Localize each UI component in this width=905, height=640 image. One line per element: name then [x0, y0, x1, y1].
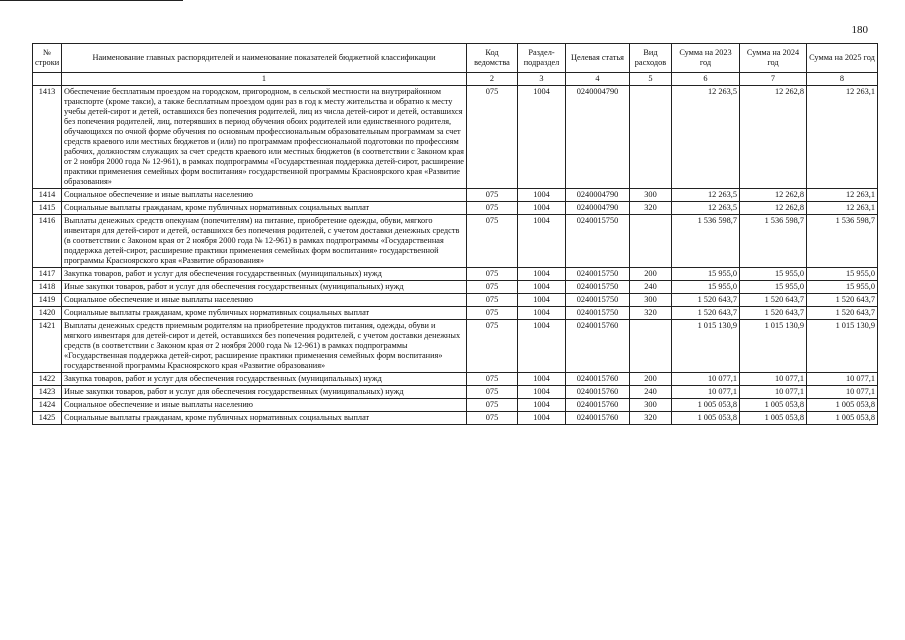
row-name: Иные закупки товаров, работ и услуг для обеспечения государственных (муниципальных) нужд — [62, 386, 467, 399]
table-row — [33, 281, 878, 294]
header-name: Наименование главных распорядителей и наименование показателей бюджетной классификации — [62, 44, 467, 73]
row-number: 1425 — [33, 412, 62, 425]
row-target-article: 0240015750 — [566, 268, 630, 281]
row-dept-code: 075 — [467, 215, 518, 268]
row-sum-2023: 12 263,5 — [672, 86, 740, 189]
row-target-article: 0240015760 — [566, 320, 630, 373]
row-number: 1415 — [33, 202, 62, 215]
table-row — [33, 399, 878, 412]
row-section: 1004 — [518, 307, 566, 320]
row-name: Социальное обеспечение и иные выплаты населению — [62, 399, 467, 412]
row-dept-code: 075 — [467, 281, 518, 294]
row-number: 1423 — [33, 386, 62, 399]
row-number: 1413 — [33, 86, 62, 189]
row-target-article: 0240004790 — [566, 202, 630, 215]
row-sum-2024: 12 262,8 — [740, 189, 807, 202]
row-dept-code: 075 — [467, 307, 518, 320]
row-expense-type: 200 — [630, 373, 672, 386]
row-name: Выплаты денежных средств опекунам (попечителям) на питание, приобретение одежды, обуви, мягкого инвентаря для детей-сирот и детей, оставшихся без попечения родителей, с учетом доставки денежных средств (в соответствии с Законом края от 2 ноября 2000 года № 12-961) в рамках подпрограммы «Государственная поддержка детей-сирот, расширение практики применения семейных форм воспитания» государственной программы Красноярского края «Развитие образования» — [62, 215, 467, 268]
table-row — [33, 189, 878, 202]
row-section: 1004 — [518, 281, 566, 294]
row-section: 1004 — [518, 86, 566, 189]
row-name: Социальное обеспечение и иные выплаты населению — [62, 294, 467, 307]
column-number: 7 — [740, 73, 807, 86]
budget-table — [32, 43, 878, 425]
row-section: 1004 — [518, 386, 566, 399]
row-dept-code: 075 — [467, 294, 518, 307]
header-dept-code: Код ведомства — [467, 44, 518, 73]
row-sum-2025: 10 077,1 — [807, 373, 878, 386]
row-expense-type: 240 — [630, 386, 672, 399]
row-dept-code: 075 — [467, 268, 518, 281]
row-expense-type: 300 — [630, 399, 672, 412]
row-section: 1004 — [518, 320, 566, 373]
row-sum-2025: 12 263,1 — [807, 86, 878, 189]
row-sum-2024: 1 005 053,8 — [740, 412, 807, 425]
row-sum-2023: 15 955,0 — [672, 281, 740, 294]
header-sum-2024: Сумма на 2024 год — [740, 44, 807, 73]
row-sum-2024: 1 520 643,7 — [740, 294, 807, 307]
row-expense-type: 300 — [630, 294, 672, 307]
column-number — [33, 73, 62, 86]
row-sum-2023: 1 536 598,7 — [672, 215, 740, 268]
row-expense-type: 200 — [630, 268, 672, 281]
row-expense-type: 320 — [630, 307, 672, 320]
row-sum-2023: 12 263,5 — [672, 189, 740, 202]
column-number: 3 — [518, 73, 566, 86]
row-dept-code: 075 — [467, 86, 518, 189]
row-sum-2024: 10 077,1 — [740, 373, 807, 386]
row-sum-2023: 1 520 643,7 — [672, 307, 740, 320]
row-name: Социальное обеспечение и иные выплаты населению — [62, 189, 467, 202]
row-number: 1420 — [33, 307, 62, 320]
row-name: Выплаты денежных средств приемным родителям на приобретение продуктов питания, одежды, обуви и мягкого инвентаря для детей-сирот и детей, оставшихся без попечения родителей, с учетом доставки денежных средств (в соответствии с Законом края от 2 ноября 2000 года № 12-961) в рамках подпрограммы «Государственная поддержка детей-сирот, расширение практики применения семейных форм воспитания» государственной программы Красноярского края «Развитие образования» — [62, 320, 467, 373]
header-target-article: Целевая статья — [566, 44, 630, 73]
row-name: Социальные выплаты гражданам, кроме публичных нормативных социальных выплат — [62, 307, 467, 320]
row-number: 1424 — [33, 399, 62, 412]
row-dept-code: 075 — [467, 399, 518, 412]
row-target-article: 0240004790 — [566, 86, 630, 189]
row-section: 1004 — [518, 202, 566, 215]
row-number: 1421 — [33, 320, 62, 373]
column-number: 2 — [467, 73, 518, 86]
table-row — [33, 202, 878, 215]
row-sum-2025: 12 263,1 — [807, 189, 878, 202]
table-row — [33, 215, 878, 268]
header-expense-type: Вид расходов — [630, 44, 672, 73]
row-number: 1417 — [33, 268, 62, 281]
row-sum-2024: 12 262,8 — [740, 86, 807, 189]
row-sum-2023: 1 005 053,8 — [672, 399, 740, 412]
row-sum-2025: 1 015 130,9 — [807, 320, 878, 373]
row-dept-code: 075 — [467, 320, 518, 373]
row-expense-type — [630, 86, 672, 189]
row-name: Социальные выплаты гражданам, кроме публичных нормативных социальных выплат — [62, 202, 467, 215]
row-sum-2024: 10 077,1 — [740, 386, 807, 399]
header-sum-2025: Сумма на 2025 год — [807, 44, 878, 73]
row-section: 1004 — [518, 373, 566, 386]
table-body — [33, 86, 878, 425]
table-row — [33, 307, 878, 320]
column-number: 4 — [566, 73, 630, 86]
row-sum-2024: 1 005 053,8 — [740, 399, 807, 412]
row-expense-type: 240 — [630, 281, 672, 294]
row-sum-2023: 1 005 053,8 — [672, 412, 740, 425]
column-number: 6 — [672, 73, 740, 86]
table-row — [33, 294, 878, 307]
row-number: 1414 — [33, 189, 62, 202]
row-sum-2025: 15 955,0 — [807, 268, 878, 281]
table-row — [33, 412, 878, 425]
row-sum-2024: 1 536 598,7 — [740, 215, 807, 268]
table-row — [33, 268, 878, 281]
row-sum-2025: 1 520 643,7 — [807, 294, 878, 307]
row-sum-2024: 15 955,0 — [740, 268, 807, 281]
row-name: Иные закупки товаров, работ и услуг для обеспечения государственных (муниципальных) нужд — [62, 281, 467, 294]
row-sum-2023: 15 955,0 — [672, 268, 740, 281]
row-section: 1004 — [518, 399, 566, 412]
row-target-article: 0240015760 — [566, 399, 630, 412]
row-name: Закупка товаров, работ и услуг для обеспечения государственных (муниципальных) нужд — [62, 268, 467, 281]
column-number: 8 — [807, 73, 878, 86]
row-sum-2023: 1 520 643,7 — [672, 294, 740, 307]
table-row — [33, 386, 878, 399]
row-dept-code: 075 — [467, 412, 518, 425]
page-number: 180 — [851, 24, 868, 36]
row-section: 1004 — [518, 412, 566, 425]
row-sum-2023: 10 077,1 — [672, 386, 740, 399]
header-sum-2023: Сумма на 2023 год — [672, 44, 740, 73]
row-name: Закупка товаров, работ и услуг для обеспечения государственных (муниципальных) нужд — [62, 373, 467, 386]
row-dept-code: 075 — [467, 202, 518, 215]
row-sum-2025: 1 005 053,8 — [807, 399, 878, 412]
row-dept-code: 075 — [467, 386, 518, 399]
row-section: 1004 — [518, 215, 566, 268]
row-sum-2025: 10 077,1 — [807, 386, 878, 399]
row-sum-2025: 12 263,1 — [807, 202, 878, 215]
column-number: 1 — [62, 73, 467, 86]
row-expense-type: 320 — [630, 412, 672, 425]
row-target-article: 0240015760 — [566, 412, 630, 425]
row-target-article: 0240015750 — [566, 281, 630, 294]
column-number-row — [33, 73, 878, 86]
row-target-article: 0240015750 — [566, 215, 630, 268]
row-name: Обеспечение бесплатным проездом на городском, пригородном, в сельской местности на внутрирайонном транспорте (кроме такси), а также бесплатным проездом один раз в год к месту жительства и обратно к месту учебы детей-сирот и детей, оставшихся без попечения родителей, лиц из числа детей-сирот и детей, оставшихся без попечения родителей, лиц, потерявших в период обучения обоих родителей или единственного родителя, обучающихся по очной форме обучения по основным профессиональным образовательным программам за счет средств краевого или местных бюджетов и (или) по программам профессиональной подготовки по профессиям рабочих, должностям служащих за счет средств краевого или местных бюджетов (в соответствии с Законом края от 2 ноября 2000 года № 12-961), в рамках подпрограммы «Государственная поддержка детей-сирот, расширение практики применения семейных форм воспитания» государственной программы Красноярского края «Развитие образования» — [62, 86, 467, 189]
row-sum-2023: 12 263,5 — [672, 202, 740, 215]
row-sum-2025: 15 955,0 — [807, 281, 878, 294]
row-target-article: 0240015760 — [566, 386, 630, 399]
row-sum-2024: 15 955,0 — [740, 281, 807, 294]
header-row-number: № строки — [33, 44, 62, 73]
row-sum-2025: 1 520 643,7 — [807, 307, 878, 320]
row-name: Социальные выплаты гражданам, кроме публичных нормативных социальных выплат — [62, 412, 467, 425]
row-expense-type — [630, 215, 672, 268]
header-section: Раздел-подраздел — [518, 44, 566, 73]
table-row — [33, 373, 878, 386]
row-section: 1004 — [518, 268, 566, 281]
row-number: 1419 — [33, 294, 62, 307]
row-target-article: 0240015750 — [566, 307, 630, 320]
header-row — [33, 44, 878, 73]
top-rule — [0, 0, 183, 1]
row-sum-2024: 1 520 643,7 — [740, 307, 807, 320]
row-sum-2024: 1 015 130,9 — [740, 320, 807, 373]
row-sum-2025: 1 005 053,8 — [807, 412, 878, 425]
row-target-article: 0240015750 — [566, 294, 630, 307]
row-number: 1418 — [33, 281, 62, 294]
row-target-article: 0240004790 — [566, 189, 630, 202]
row-sum-2024: 12 262,8 — [740, 202, 807, 215]
table-row — [33, 320, 878, 373]
row-expense-type — [630, 320, 672, 373]
row-section: 1004 — [518, 294, 566, 307]
row-section: 1004 — [518, 189, 566, 202]
row-dept-code: 075 — [467, 373, 518, 386]
row-sum-2023: 1 015 130,9 — [672, 320, 740, 373]
row-target-article: 0240015760 — [566, 373, 630, 386]
row-number: 1422 — [33, 373, 62, 386]
row-dept-code: 075 — [467, 189, 518, 202]
row-sum-2023: 10 077,1 — [672, 373, 740, 386]
row-number: 1416 — [33, 215, 62, 268]
row-sum-2025: 1 536 598,7 — [807, 215, 878, 268]
row-expense-type: 300 — [630, 189, 672, 202]
row-expense-type: 320 — [630, 202, 672, 215]
table-row — [33, 86, 878, 189]
column-number: 5 — [630, 73, 672, 86]
